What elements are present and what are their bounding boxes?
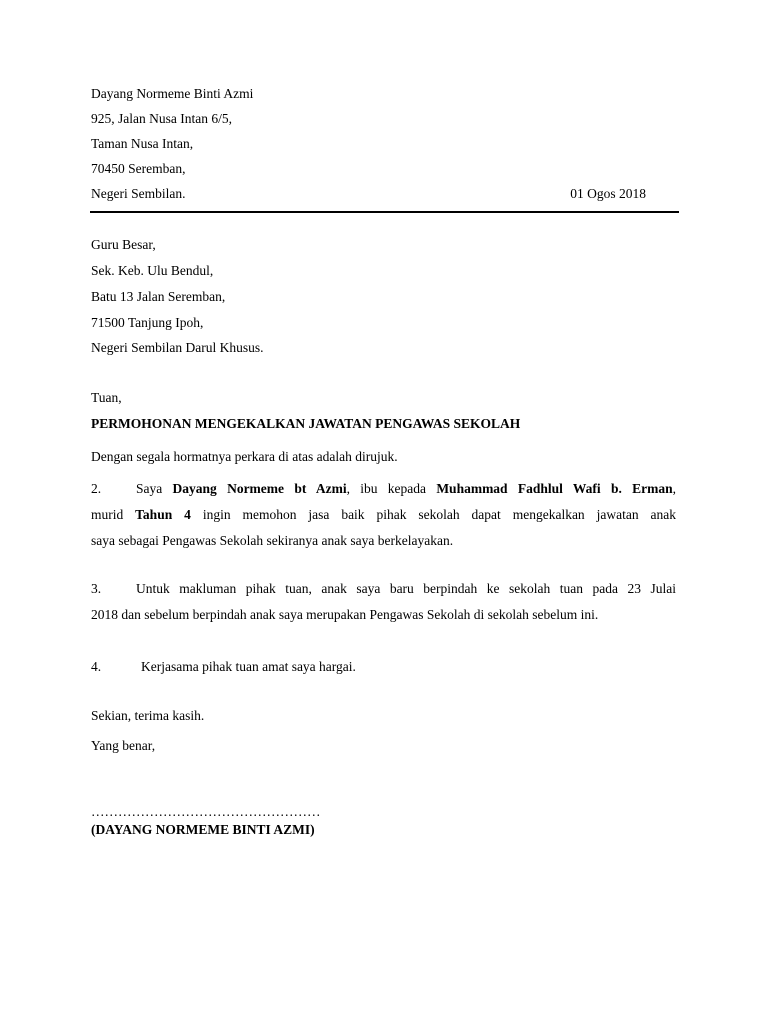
sender-address-line2: Taman Nusa Intan, [91,136,194,151]
recipient-line1: Guru Besar, [91,237,156,252]
recipient-line5: Negeri Sembilan Darul Khusus. [91,340,264,355]
recipient-line4: 71500 Tanjung Ipoh, [91,315,204,330]
sender-address-line4: Negeri Sembilan. [91,186,186,201]
salutation: Tuan, [91,390,122,405]
paragraph-2-line1 [91,476,676,502]
paragraph-3 [91,576,676,628]
closing-yours: Yang benar, [91,738,156,753]
header-divider [90,211,679,213]
paragraph-3-number: 3. [91,581,102,596]
intro-paragraph: Dengan segala hormatnya perkara di atas adalah dirujuk. [91,449,398,464]
paragraph-2-number: 2. [91,481,102,496]
parent-name: Dayang Normeme bt Azmi [172,481,347,496]
sender-name: Dayang Normeme Binti Azmi [91,86,254,101]
paragraph-2-line2 [91,502,676,528]
paragraph-2-line3: saya sebagai Pengawas Sekolah sekiranya anak saya berkelayakan. [91,533,454,548]
child-grade: Tahun 4 [135,507,191,522]
paragraph-2 [91,476,676,554]
paragraph-2-text: ingin memohon jasa baik pihak sekolah dapat mengekalkan jawatan anak [190,507,676,522]
paragraph-4-number: 4. [91,659,102,674]
paragraph-3-text: Untuk makluman pihak tuan, anak saya baru berpindah ke sekolah tuan pada 23 Julai [136,581,676,596]
paragraph-3-line1 [91,576,676,602]
paragraph-4-text: Kerjasama pihak tuan amat saya hargai. [141,659,356,674]
child-name: Muhammad Fadhlul Wafi b. Erman [436,481,673,496]
recipient-line2: Sek. Keb. Ulu Bendul, [91,263,214,278]
paragraph-2-text: , [672,481,676,496]
sender-address-line1: 925, Jalan Nusa Intan 6/5, [91,111,232,126]
closing-thanks: Sekian, terima kasih. [91,708,205,723]
letter-date: 01 Ogos 2018 [570,186,646,201]
paragraph-2-text: murid [91,507,136,522]
signature-name: (DAYANG NORMEME BINTI AZMI) [91,822,315,837]
recipient-line3: Batu 13 Jalan Seremban, [91,289,226,304]
sender-address-line3: 70450 Seremban, [91,161,186,176]
paragraph-3-line2: 2018 dan sebelum berpindah anak saya merupakan Pengawas Sekolah di sekolah sebelum ini. [91,607,599,622]
paragraph-4 [91,654,676,680]
paragraph-2-text: Saya [136,481,173,496]
signature-line: …………………………………………… [91,804,321,819]
paragraph-2-text: , ibu kepada [346,481,437,496]
letter-subject: PERMOHONAN MENGEKALKAN JAWATAN PENGAWAS SEKOLAH [91,416,521,431]
